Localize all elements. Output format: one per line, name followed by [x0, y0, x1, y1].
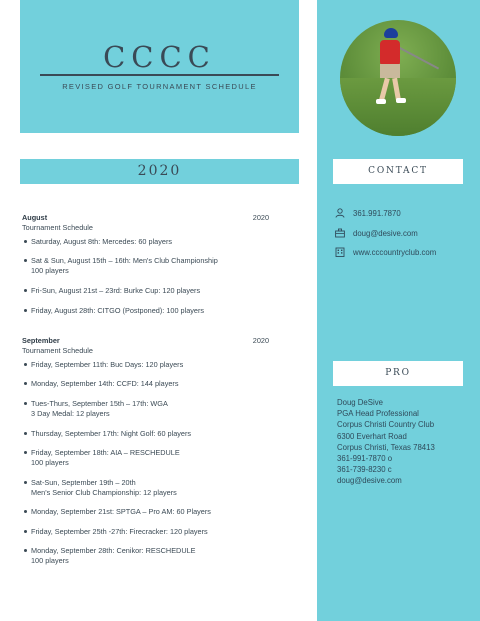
pro-title: PGA Head Professional: [337, 409, 419, 419]
list-item: Fri-Sun, August 21st – 23rd: Burke Cup: 120 players: [22, 286, 272, 296]
building-icon: [335, 247, 345, 257]
bullet: [24, 432, 27, 435]
bullet: [24, 382, 27, 385]
list-item: Friday, September 18th: AIA – RESCHEDULE 100 players: [22, 448, 272, 467]
bullet: [24, 481, 27, 484]
golfer-photo: [340, 20, 456, 136]
bullet: [24, 289, 27, 292]
pro-heading: PRO: [333, 361, 463, 386]
bullet: [24, 240, 27, 243]
list-item: Monday, September 28th: Cenikor: RESCHEDULE 100 players: [22, 546, 272, 565]
section-month: August: [22, 213, 48, 222]
bullet: [24, 530, 27, 533]
page-title: CCCC: [103, 40, 216, 74]
contact-heading: CONTACT: [333, 159, 463, 184]
list-item: Friday, August 28th: CITGO (Postponed): 100 players: [22, 306, 272, 316]
pro-details: [337, 397, 435, 487]
list-item: Monday, September 14th: CCFD: 144 players: [22, 379, 272, 389]
list-item: Sat & Sun, August 15th – 16th: Men's Club Championship 100 players: [22, 256, 272, 275]
section-subtitle: Tournament Schedule: [22, 223, 93, 232]
header-band: [20, 0, 299, 133]
golf-club: [398, 46, 440, 69]
pro-club: Corpus Christi Country Club: [337, 420, 435, 430]
bullet: [24, 549, 27, 552]
section-month: September: [22, 336, 60, 345]
pro-city: Corpus Christi, Texas 78413: [337, 442, 435, 452]
pro-address: 6300 Everhart Road: [337, 431, 407, 441]
pro-email[interactable]: doug@desive.com: [337, 476, 402, 486]
bullet: [24, 309, 27, 312]
page-subtitle: REVISED GOLF TOURNAMENT SCHEDULE: [62, 82, 257, 91]
bullet: [24, 451, 27, 454]
sidebar: CONTACT 361.991.7870 doug@desive.com www.cccountryclub.com PRO Doug DeSive PGA Head Professional Corpus Christi Country Club 6300 Everhart Road Corpus Christi, Texas 78413 361-991-7870 o 361-739-8230 c doug@desive.com: [317, 0, 480, 621]
list-item: Thursday, September 17th: Night Golf: 60 players: [22, 429, 272, 439]
briefcase-icon: [335, 228, 345, 238]
year-heading: 2020: [137, 163, 182, 179]
section-year: 2020: [252, 336, 269, 345]
year-bar: [20, 159, 299, 184]
pro-cell-phone: 361-739-8230 c: [337, 465, 392, 475]
pro-office-phone: 361-991-7870 o: [337, 454, 393, 464]
section-year: 2020: [252, 213, 269, 222]
schedule-section-august: [22, 213, 282, 323]
list-item: Friday, September 11th: Buc Days: 120 players: [22, 360, 272, 370]
section-subtitle: Tournament Schedule: [22, 346, 93, 355]
bullet: [24, 259, 27, 262]
list-item: Sat-Sun, September 19th – 20th Men's Senior Club Championship: 12 players: [22, 478, 272, 497]
schedule-section-september: [22, 336, 282, 576]
bullet: [24, 510, 27, 513]
pro-name: Doug DeSive: [337, 398, 383, 407]
title-divider: [40, 74, 279, 76]
list-item: Friday, September 25th -27th: Firecracker: 120 players: [22, 527, 272, 537]
bullet: [24, 363, 27, 366]
bullet: [24, 402, 27, 405]
list-item: Saturday, August 8th: Mercedes: 60 players: [22, 237, 272, 247]
list-item: Monday, September 21st: SPTGA – Pro AM: 60 Players: [22, 507, 272, 517]
list-item: Tues-Thurs, September 15th – 17th: WGA 3 Day Medal: 12 players: [22, 399, 272, 418]
person-icon: [335, 208, 345, 218]
